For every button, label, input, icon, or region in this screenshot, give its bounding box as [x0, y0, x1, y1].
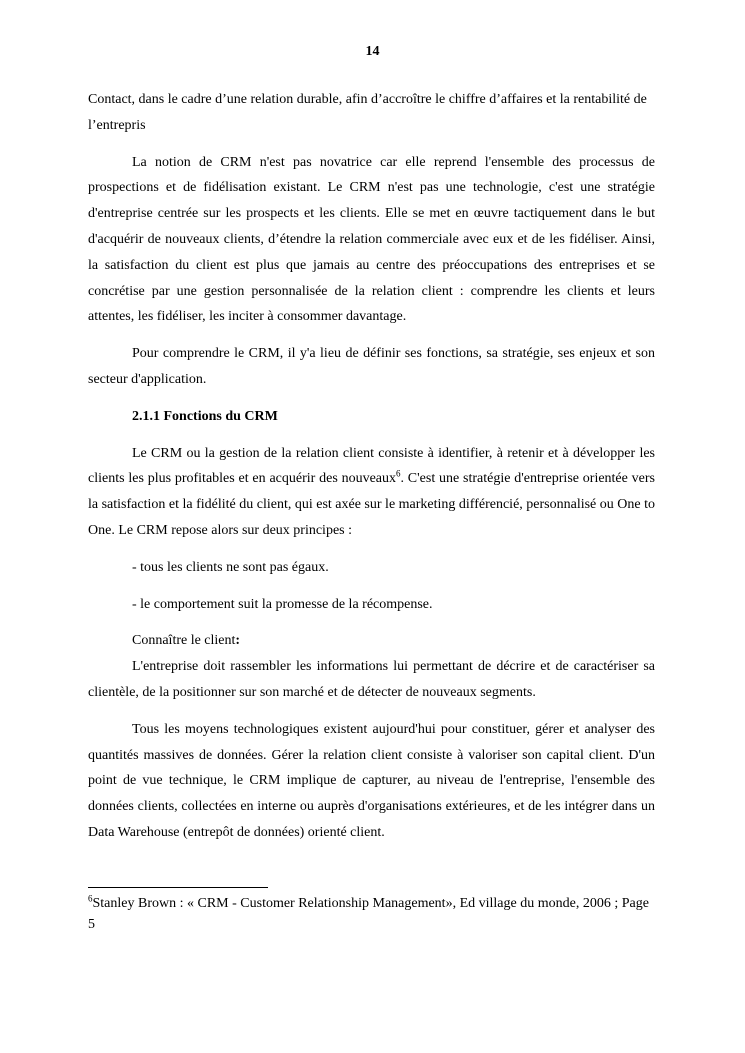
- paragraph-crm-definition: [88, 441, 655, 544]
- footnote: [88, 893, 655, 935]
- subheading-colon: :: [235, 633, 241, 649]
- paragraph-contact: Contact, dans le cadre d’une relation durable, afin d’accroître le chiffre d’affaires et la rentabilité de l’entrepris: [88, 92, 647, 133]
- subheading-know-client: [88, 628, 655, 654]
- footnote-reference: 6: [396, 468, 401, 479]
- document-body: [88, 87, 655, 857]
- footnote-text: Stanley Brown : « CRM - Customer Relationship Management», Ed village du monde, 2006 ; Page 5: [88, 896, 649, 932]
- footnote-number: 6: [88, 893, 93, 904]
- principle-item-1: - tous les clients ne sont pas égaux.: [132, 559, 329, 575]
- paragraph-crm-definition-part2: . C'est une stratégie d'entreprise orientée vers la satisfaction et la fidélité du client, qui est axée sur le marketing différencié, personnalisé ou One to One. Le CRM repose alors sur deux principes :: [88, 471, 655, 538]
- principle-item-2: - le comportement suit la promesse de la récompense.: [132, 596, 433, 612]
- paragraph-crm-notion: La notion de CRM n'est pas novatrice car elle reprend l'ensemble des processus de prospections et de fidélisation existant. Le CRM n'est pas une technologie, c'est une stratégie d'entreprise centrée sur les prospects et les clients. Elle se met en œuvre tactiquement dans le but d'acquérir de nouveaux clients, d’étendre la relation commerciale avec eux et de les fidéliser. Ainsi, la satisfaction du client est plus que jamais au centre des préoccupations des entreprises et se concrétise par une gestion personnalisée de la relation client : comprendre les clients et leurs attentes, les fidéliser, les inciter à consommer davantage.: [88, 154, 655, 325]
- section-heading: 2.1.1 Fonctions du CRM: [132, 408, 278, 424]
- paragraph-technology: Tous les moyens technologiques existent aujourd'hui pour constituer, gérer et analyser des quantités massives de données. Gérer la relation client consiste à valoriser son capital client. D'un point de vue technique, le CRM implique de capturer, au niveau de l'entreprise, l'ensemble des données clients, collectées en interne ou auprès d'organisations extérieures, et de les intégrer dans un Data Warehouse (entrepôt de données) orienté client.: [88, 721, 655, 840]
- paragraph-client-info: L'entreprise doit rassembler les informations lui permettant de décrire et de caractériser sa clientèle, de la positionner sur son marché et de détecter de nouveaux segments.: [88, 659, 655, 700]
- paragraph-crm-definition-part1: Le CRM ou la gestion de la relation client consiste à identifier, à retenir et à développer les clients les plus profitables et en acquérir des nouveaux: [88, 445, 655, 487]
- paragraph-crm-understand: Pour comprendre le CRM, il y'a lieu de définir ses fonctions, sa stratégie, ses enjeux et son secteur d'application.: [88, 346, 655, 387]
- subheading-label: Connaître le client: [132, 633, 236, 649]
- footnote-separator: [88, 887, 268, 888]
- page-number: 14: [365, 44, 380, 59]
